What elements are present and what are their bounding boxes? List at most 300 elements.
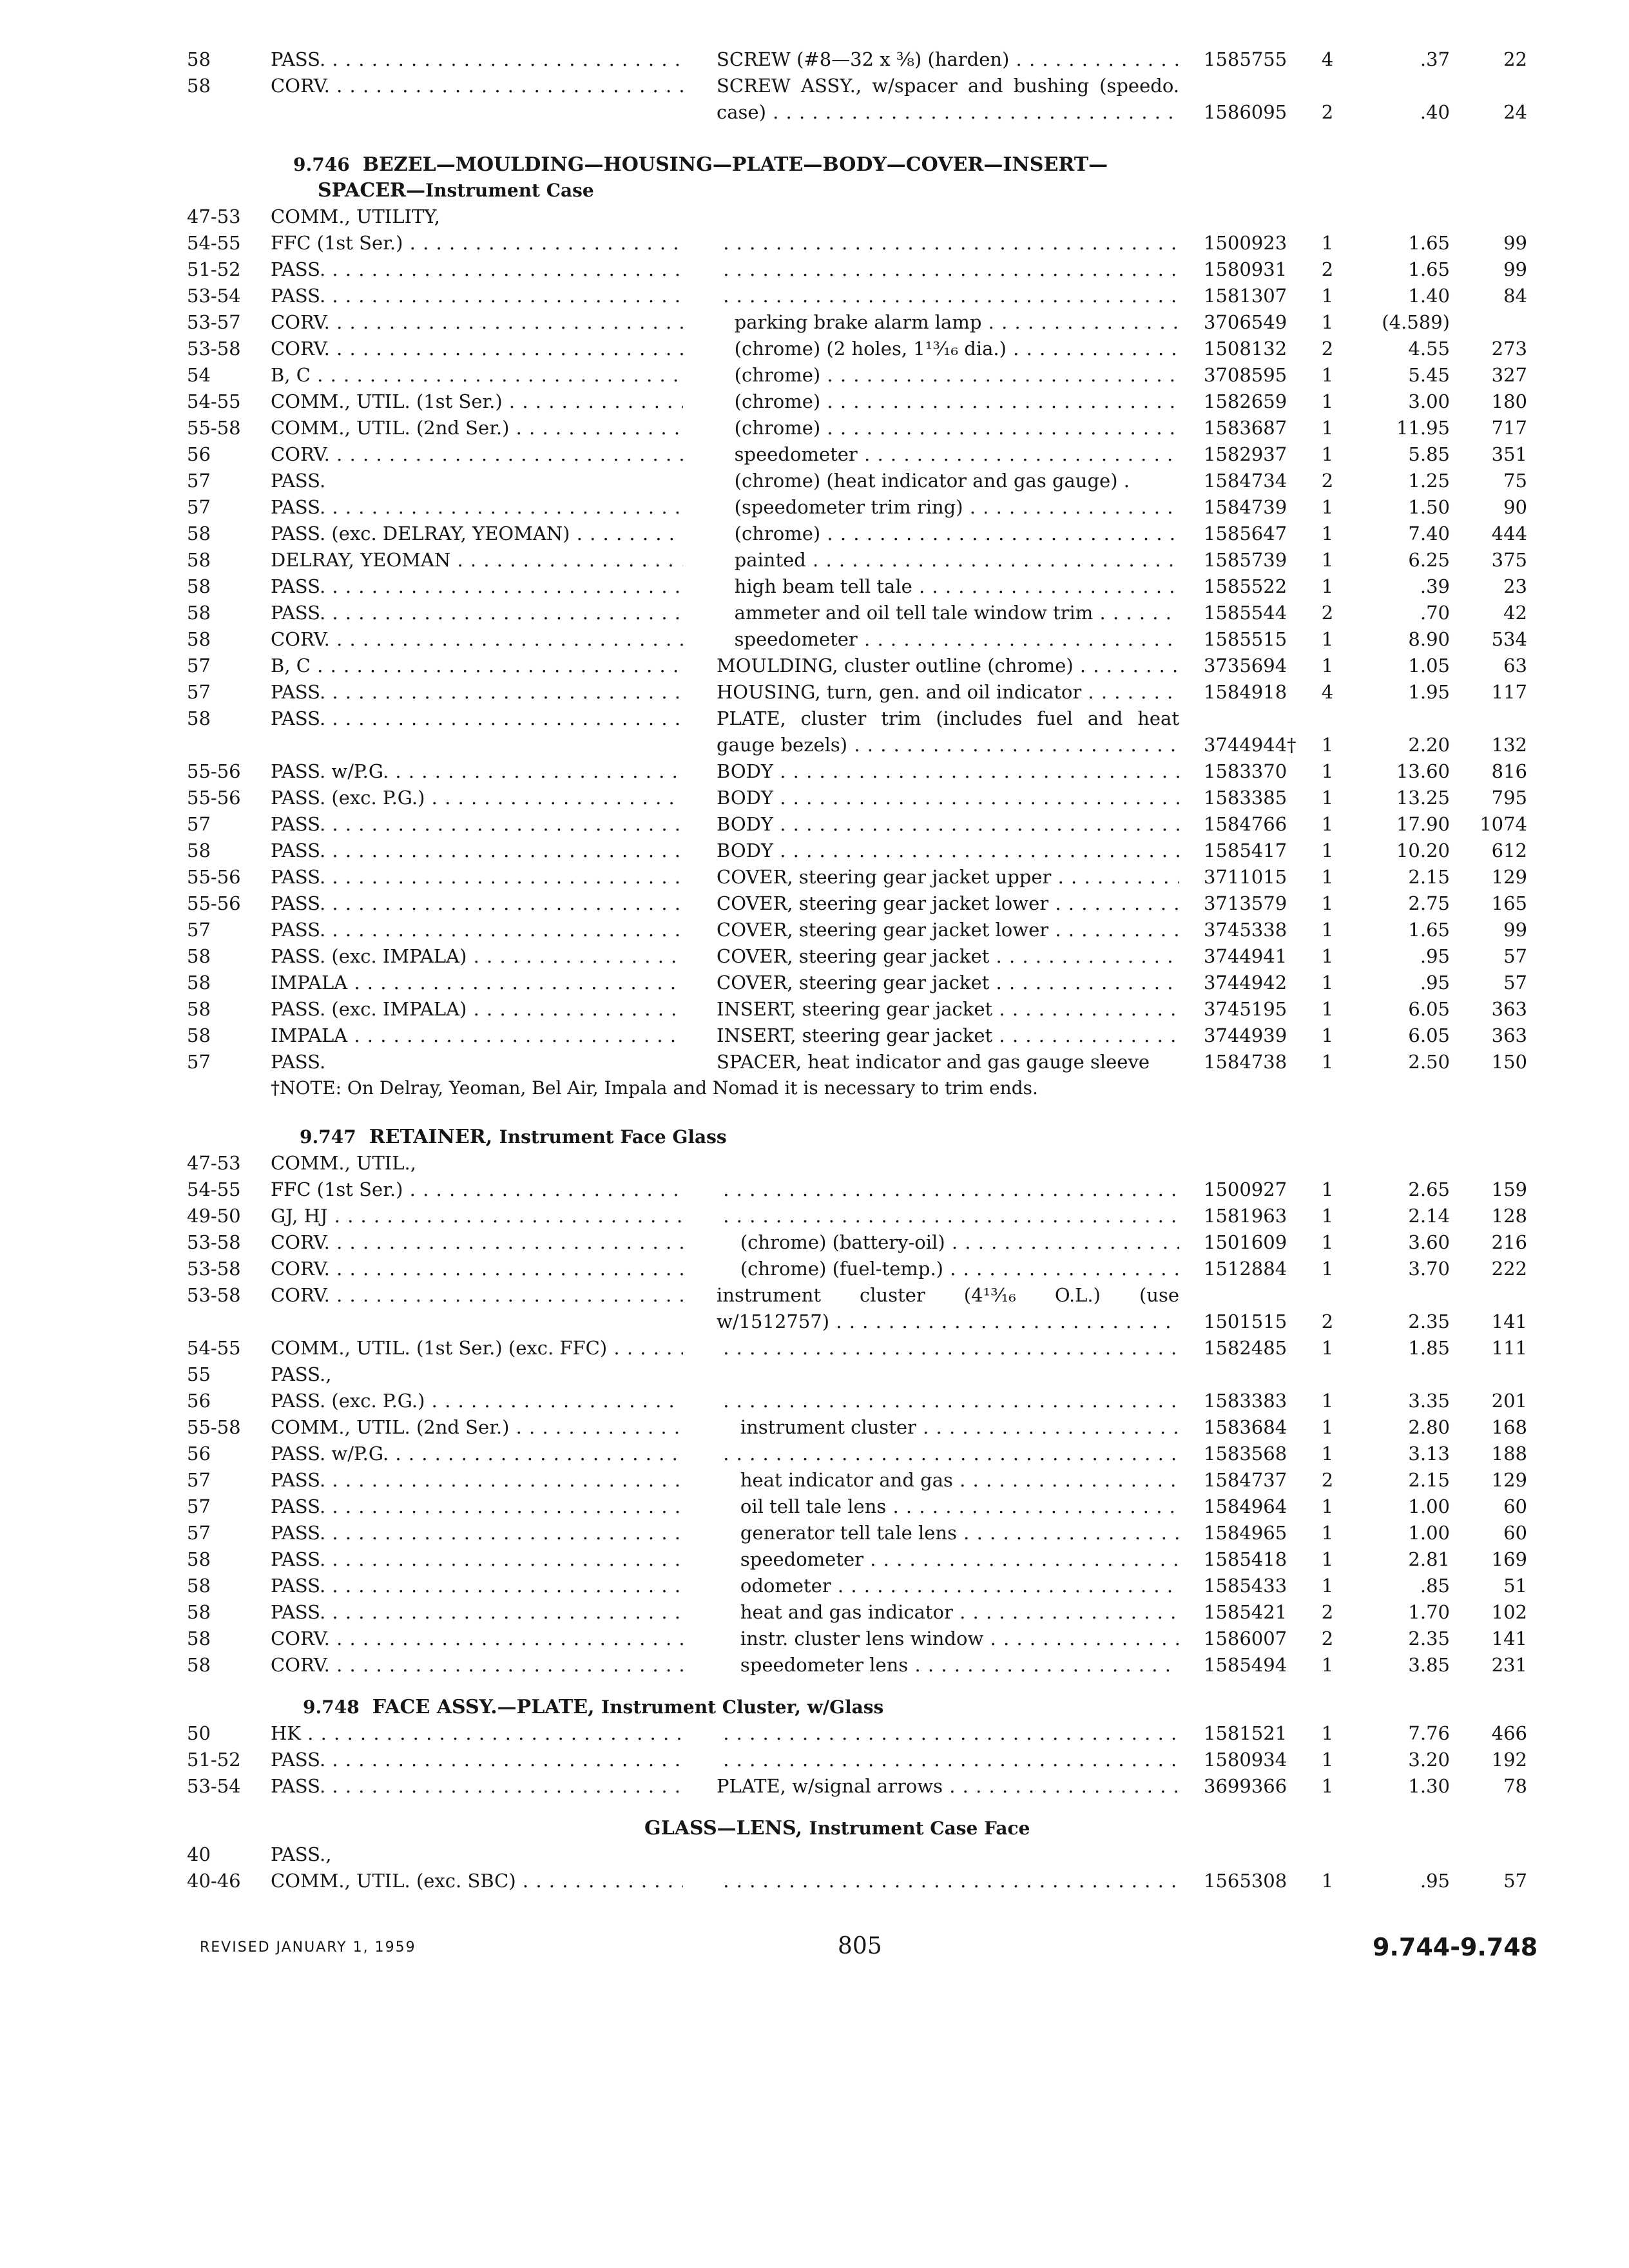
- table-row: [0, 1573, 1629, 1599]
- year-range: 54: [187, 364, 211, 386]
- price-code: 57: [1503, 972, 1527, 994]
- part-description: odometer . . .: [717, 1573, 1179, 1599]
- section-glass-lens: [0, 1816, 1629, 1894]
- quantity: 1: [1321, 787, 1334, 809]
- price-code: 128: [1491, 1205, 1527, 1227]
- list-price: 7.40: [1408, 523, 1450, 544]
- quantity: 2: [1321, 1628, 1334, 1649]
- quantity: 1: [1321, 1443, 1334, 1465]
- part-description: [717, 1282, 1179, 1335]
- model-name: PASS. . . .: [271, 494, 683, 521]
- part-description: SPACER, heat indicator and gas gauge sleeve: [717, 1051, 1150, 1073]
- part-number: 1585755: [1204, 48, 1287, 70]
- part-number: 1512884: [1204, 1258, 1287, 1280]
- section-title: FACE ASSY.—PLATE,: [372, 1696, 595, 1718]
- description-line2: case) . . .: [717, 99, 1179, 126]
- model-name: PASS. . . .: [271, 283, 683, 309]
- part-description: [717, 1388, 1179, 1414]
- table-row: [0, 679, 1629, 706]
- price-code: 216: [1491, 1231, 1527, 1253]
- part-number: 1508132: [1204, 338, 1287, 360]
- part-description: COVER, steering gear jacket . . .: [717, 943, 1179, 970]
- list-price: .95: [1420, 972, 1450, 994]
- price-code: 466: [1491, 1722, 1527, 1744]
- quantity: 1: [1321, 232, 1334, 254]
- list-price: 1.00: [1408, 1522, 1450, 1544]
- revised-date: REVISED JANUARY 1, 1959: [200, 1939, 416, 1956]
- model-name: PASS.: [271, 470, 326, 492]
- model-name: COMM., UTIL. (1st Ser.) . . .: [271, 389, 683, 415]
- model-name: CORV. . . .: [271, 1652, 683, 1678]
- list-price: 1.85: [1408, 1337, 1450, 1359]
- table-row: [0, 1282, 1629, 1335]
- part-number: 1580931: [1204, 258, 1287, 280]
- model-name: CORV. . . .: [271, 336, 683, 362]
- price-code: 132: [1491, 734, 1527, 756]
- price-code: 141: [1491, 1311, 1527, 1332]
- year-range: 58: [187, 523, 211, 544]
- quantity: 1: [1321, 1051, 1334, 1073]
- model-name: PASS. . . .: [271, 1599, 683, 1626]
- year-range: 58: [187, 1628, 211, 1649]
- part-description: (chrome) (battery-oil) . . .: [717, 1229, 1179, 1256]
- price-code: 23: [1503, 575, 1527, 597]
- price-code: 57: [1503, 945, 1527, 967]
- part-description: (chrome) . . .: [717, 521, 1179, 547]
- year-range: 55: [187, 1363, 211, 1385]
- year-range: 56: [187, 1390, 211, 1412]
- quantity: 1: [1321, 840, 1334, 861]
- model-name: B, C . . .: [271, 362, 683, 389]
- list-price: 2.15: [1408, 1469, 1450, 1491]
- part-number: 1585739: [1204, 549, 1287, 571]
- list-price: 3.20: [1408, 1749, 1450, 1771]
- list-price: .39: [1420, 575, 1450, 597]
- table-row: [0, 706, 1629, 758]
- price-code: 99: [1503, 258, 1527, 280]
- price-code: 99: [1503, 919, 1527, 941]
- part-description: [717, 1203, 1179, 1229]
- section-subtitle: Instrument Cluster, w/Glass: [601, 1696, 884, 1718]
- quantity: 1: [1321, 998, 1334, 1020]
- quantity: 1: [1321, 655, 1334, 677]
- part-description: [717, 1441, 1179, 1467]
- part-description: (chrome) (fuel-temp.) . . .: [717, 1256, 1179, 1282]
- table-row: [0, 494, 1629, 521]
- model-name: PASS. (exc. IMPALA) . . .: [271, 943, 683, 970]
- year-range: 58: [187, 840, 211, 861]
- part-description: speedometer lens . . .: [717, 1652, 1179, 1678]
- table-row: [0, 1256, 1629, 1282]
- model-name: PASS. (exc. P.G.) . . .: [271, 785, 683, 811]
- model-name: CORV. . . .: [271, 1256, 683, 1282]
- list-price: 2.50: [1408, 1051, 1450, 1073]
- continued-rows: [0, 46, 1629, 126]
- price-code: 165: [1491, 892, 1527, 914]
- part-number: 3745338: [1204, 919, 1287, 941]
- part-description: generator tell tale lens . . .: [717, 1520, 1179, 1546]
- section-number: 9.748: [303, 1696, 360, 1718]
- year-range: 55-56: [187, 760, 241, 782]
- price-code: 129: [1491, 1469, 1527, 1491]
- quantity: 1: [1321, 1495, 1334, 1517]
- part-description: (chrome) . . .: [717, 415, 1179, 441]
- part-number: 3744941: [1204, 945, 1287, 967]
- price-code: 42: [1503, 602, 1527, 624]
- list-price: 2.75: [1408, 892, 1450, 914]
- part-number: 1501609: [1204, 1231, 1287, 1253]
- price-code: 159: [1491, 1178, 1527, 1200]
- quantity: 1: [1321, 1654, 1334, 1676]
- model-name: PASS. . . .: [271, 573, 683, 600]
- part-number: 1500923: [1204, 232, 1287, 254]
- table-row: [0, 1177, 1629, 1203]
- part-number: 1586095: [1204, 101, 1287, 123]
- quantity: 2: [1321, 1311, 1334, 1332]
- year-range: 57: [187, 1051, 211, 1073]
- part-description: [717, 256, 1179, 283]
- section-9-746-title: [293, 152, 1629, 178]
- table-row: [0, 785, 1629, 811]
- section-subtitle: Instrument Case: [425, 180, 594, 201]
- price-code: 129: [1491, 866, 1527, 888]
- part-number: 1581963: [1204, 1205, 1287, 1227]
- list-price: 7.76: [1408, 1722, 1450, 1744]
- quantity: 1: [1321, 1548, 1334, 1570]
- part-number: 1585647: [1204, 523, 1287, 544]
- part-description: speedometer . . .: [717, 441, 1179, 468]
- table-row: [0, 1414, 1629, 1441]
- year-range: 57: [187, 919, 211, 941]
- model-name: PASS. . . .: [271, 838, 683, 864]
- list-price: 1.05: [1408, 655, 1450, 677]
- table-row: [0, 1494, 1629, 1520]
- model-name: COMM., UTIL. (exc. SBC) . . .: [271, 1868, 683, 1894]
- model-name: COMM., UTIL. (1st Ser.) (exc. FFC) . . .: [271, 1335, 683, 1361]
- part-description: (chrome) . . .: [717, 389, 1179, 415]
- list-price: 1.70: [1408, 1601, 1450, 1623]
- quantity: 1: [1321, 523, 1334, 544]
- table-row: [0, 389, 1629, 415]
- table-row: [0, 1520, 1629, 1546]
- quantity: 4: [1321, 681, 1334, 703]
- quantity: 1: [1321, 417, 1334, 439]
- model-name: DELRAY, YEOMAN . . .: [271, 547, 683, 573]
- part-description: speedometer . . .: [717, 1546, 1179, 1573]
- price-code: 24: [1503, 101, 1527, 123]
- section-title: GLASS—LENS,: [644, 1817, 803, 1840]
- part-number: 1584964: [1204, 1495, 1287, 1517]
- price-code: 63: [1503, 655, 1527, 677]
- year-range: 58: [187, 1575, 211, 1597]
- description-line1: instrument cluster (4¹³⁄₁₆ O.L.) (use: [717, 1284, 1179, 1306]
- quantity: 1: [1321, 285, 1334, 307]
- quantity: 1: [1321, 1258, 1334, 1280]
- part-description: [717, 230, 1179, 256]
- price-code: 150: [1491, 1051, 1527, 1073]
- part-number: 1585515: [1204, 628, 1287, 650]
- year-range: 53-58: [187, 1231, 241, 1253]
- list-price: 1.50: [1408, 496, 1450, 518]
- part-number: 3735694: [1204, 655, 1287, 677]
- year-range: 54-55: [187, 390, 241, 412]
- price-code: 111: [1491, 1337, 1527, 1359]
- table-row: [0, 1023, 1629, 1049]
- model-name: GJ, HJ . . .: [271, 1203, 683, 1229]
- year-range: 47-53: [187, 206, 241, 227]
- description-line1: PLATE, cluster trim (includes fuel and heat: [717, 707, 1179, 729]
- model-name: PASS. . . .: [271, 256, 683, 283]
- year-range: 58: [187, 628, 211, 650]
- model-name: COMM., UTIL.,: [271, 1152, 416, 1174]
- quantity: 2: [1321, 1469, 1334, 1491]
- model-name: PASS. . . .: [271, 1494, 683, 1520]
- part-description: SCREW (#8—32 x ⅜) (harden) . . .: [717, 46, 1179, 73]
- year-range: 40-46: [187, 1870, 241, 1892]
- part-description: ammeter and oil tell tale window trim . . .: [717, 600, 1179, 626]
- table-row: [0, 283, 1629, 309]
- list-price: 2.65: [1408, 1178, 1450, 1200]
- quantity: 1: [1321, 1024, 1334, 1046]
- model-name: PASS. . . .: [271, 679, 683, 706]
- part-description: [717, 1177, 1179, 1203]
- price-code: 169: [1491, 1548, 1527, 1570]
- price-code: 1074: [1480, 813, 1527, 835]
- model-name: PASS. . . .: [271, 1467, 683, 1494]
- year-range: 47-53: [187, 1152, 241, 1174]
- quantity: 1: [1321, 496, 1334, 518]
- section-9-746-title-line2: [318, 178, 1629, 204]
- model-name: PASS. w/P.G. . . .: [271, 1441, 683, 1467]
- price-code: 168: [1491, 1416, 1527, 1438]
- part-number: 1585417: [1204, 840, 1287, 861]
- price-code: 795: [1491, 787, 1527, 809]
- price-code: 90: [1503, 496, 1527, 518]
- table-row: [0, 1868, 1629, 1894]
- year-range: 53-54: [187, 1775, 241, 1797]
- model-name: COMM., UTIL. (2nd Ser.) . . .: [271, 1414, 683, 1441]
- part-number: 1583383: [1204, 1390, 1287, 1412]
- list-price: .95: [1420, 1870, 1450, 1892]
- year-range: 58: [187, 1024, 211, 1046]
- list-price: 1.65: [1408, 919, 1450, 941]
- part-number: 1584739: [1204, 496, 1287, 518]
- list-price: 6.05: [1408, 1024, 1450, 1046]
- list-price: 1.30: [1408, 1775, 1450, 1797]
- price-code: 351: [1491, 443, 1527, 465]
- part-description: BODY . . .: [717, 838, 1179, 864]
- list-price: 1.65: [1408, 258, 1450, 280]
- model-name: PASS. . . .: [271, 1773, 683, 1800]
- year-range: 57: [187, 1522, 211, 1544]
- table-row: [0, 547, 1629, 573]
- price-code: 327: [1491, 364, 1527, 386]
- quantity: 1: [1321, 734, 1334, 756]
- quantity: 1: [1321, 575, 1334, 597]
- table-row: [0, 864, 1629, 890]
- quantity: 1: [1321, 1231, 1334, 1253]
- section-9-748-title: [303, 1695, 1629, 1720]
- table-row: [0, 415, 1629, 441]
- part-number: 1586007: [1204, 1628, 1287, 1649]
- model-name: CORV. . . .: [271, 73, 683, 99]
- year-range: 58: [187, 1601, 211, 1623]
- list-price: 1.65: [1408, 232, 1450, 254]
- list-price: 4.55: [1408, 338, 1450, 360]
- table-row: [0, 256, 1629, 283]
- quantity: 1: [1321, 1416, 1334, 1438]
- quantity: 1: [1321, 311, 1334, 333]
- part-description: [717, 73, 1179, 126]
- part-description: (chrome) (heat indicator and gas gauge) .: [717, 470, 1130, 492]
- part-description: instr. cluster lens window . . .: [717, 1626, 1179, 1652]
- model-name: PASS. . . .: [271, 917, 683, 943]
- quantity: 4: [1321, 48, 1334, 70]
- table-row: [0, 811, 1629, 838]
- table-row: [0, 1652, 1629, 1678]
- quantity: 1: [1321, 1575, 1334, 1597]
- price-code: 117: [1491, 681, 1527, 703]
- part-number: 1584738: [1204, 1051, 1287, 1073]
- table-row: [0, 996, 1629, 1023]
- part-description: COVER, steering gear jacket lower . . .: [717, 917, 1179, 943]
- year-range: 53-58: [187, 1284, 241, 1306]
- section-9-746-rows: [0, 204, 1629, 1075]
- year-range: 55-56: [187, 866, 241, 888]
- list-price: 1.00: [1408, 1495, 1450, 1517]
- description-line2: w/1512757) . . .: [717, 1309, 1179, 1335]
- list-price: 11.95: [1396, 417, 1450, 439]
- part-description: [717, 283, 1179, 309]
- part-description: COVER, steering gear jacket lower . . .: [717, 890, 1179, 917]
- model-name: PASS. (exc. IMPALA) . . .: [271, 996, 683, 1023]
- price-code: 363: [1491, 998, 1527, 1020]
- table-row: [0, 1546, 1629, 1573]
- table-row: [0, 838, 1629, 864]
- list-price: 10.20: [1396, 840, 1450, 861]
- section-title-line1: BEZEL—MOULDING—HOUSING—PLATE—BODY—COVER—INSERT—: [362, 153, 1108, 176]
- list-price: 2.15: [1408, 866, 1450, 888]
- part-description: MOULDING, cluster outline (chrome) . . .: [717, 653, 1179, 679]
- year-range: 53-58: [187, 1258, 241, 1280]
- part-description: heat and gas indicator . . .: [717, 1599, 1179, 1626]
- list-price: 2.81: [1408, 1548, 1450, 1570]
- table-row: [0, 73, 1629, 126]
- year-range: 58: [187, 75, 211, 97]
- part-description: instrument cluster . . .: [717, 1414, 1179, 1441]
- model-name: COMM., UTILITY,: [271, 206, 440, 227]
- section-number: 9.747: [300, 1126, 356, 1148]
- description-line1: SCREW ASSY., w/spacer and bushing (speedo.: [717, 75, 1179, 97]
- model-name: CORV. . . .: [271, 309, 683, 336]
- quantity: 1: [1321, 390, 1334, 412]
- table-row: [0, 1441, 1629, 1467]
- table-row: [0, 890, 1629, 917]
- table-row: [0, 468, 1629, 494]
- quantity: 1: [1321, 364, 1334, 386]
- year-range: 58: [187, 1548, 211, 1570]
- price-code: 375: [1491, 549, 1527, 571]
- section-number: 9.746: [293, 154, 350, 175]
- section-9-747-rows: [0, 1150, 1629, 1678]
- list-price: 3.85: [1408, 1654, 1450, 1676]
- list-price: 3.00: [1408, 390, 1450, 412]
- list-price: 13.60: [1396, 760, 1450, 782]
- table-row: [0, 309, 1629, 336]
- model-name: PASS. . . .: [271, 1747, 683, 1773]
- part-description: oil tell tale lens . . .: [717, 1494, 1179, 1520]
- year-range: 55-58: [187, 1416, 241, 1438]
- year-range: 58: [187, 549, 211, 571]
- price-code: 60: [1503, 1522, 1527, 1544]
- part-description: [717, 1868, 1179, 1894]
- year-range: 50: [187, 1722, 211, 1744]
- section-9-748: [0, 1695, 1629, 1800]
- model-name: CORV. . . .: [271, 1626, 683, 1652]
- price-code: 534: [1491, 628, 1527, 650]
- model-name: CORV. . . .: [271, 1229, 683, 1256]
- part-description: [717, 1720, 1179, 1747]
- year-range: 57: [187, 470, 211, 492]
- part-number: 1581521: [1204, 1722, 1287, 1744]
- quantity: 2: [1321, 1601, 1334, 1623]
- part-number: 1501515: [1204, 1311, 1287, 1332]
- part-number: 1584918: [1204, 681, 1287, 703]
- part-number: 1585494: [1204, 1654, 1287, 1676]
- model-name: FFC (1st Ser.) . . .: [271, 230, 683, 256]
- part-number: 1565308: [1204, 1870, 1287, 1892]
- quantity: 1: [1321, 972, 1334, 994]
- table-row: [0, 1599, 1629, 1626]
- table-row: [0, 1841, 1629, 1868]
- list-price: .95: [1420, 945, 1450, 967]
- price-code: 99: [1503, 232, 1527, 254]
- model-name: PASS. . . .: [271, 1546, 683, 1573]
- part-number: 1585433: [1204, 1575, 1287, 1597]
- list-price: (4.589): [1382, 311, 1450, 333]
- table-row: [0, 1467, 1629, 1494]
- year-range: 57: [187, 496, 211, 518]
- year-range: 55-58: [187, 417, 241, 439]
- part-number: 1583684: [1204, 1416, 1287, 1438]
- year-range: 58: [187, 575, 211, 597]
- list-price: 2.80: [1408, 1416, 1450, 1438]
- table-row: [0, 1747, 1629, 1773]
- model-name: PASS. (exc. DELRAY, YEOMAN) . . .: [271, 521, 683, 547]
- part-number: 3711015: [1204, 866, 1287, 888]
- price-code: 141: [1491, 1628, 1527, 1649]
- quantity: 1: [1321, 892, 1334, 914]
- year-range: 58: [187, 1654, 211, 1676]
- section-title: RETAINER,: [369, 1126, 493, 1148]
- model-name: FFC (1st Ser.) . . .: [271, 1177, 683, 1203]
- year-range: 53-57: [187, 311, 241, 333]
- model-name: PASS. . . .: [271, 1573, 683, 1599]
- price-code: 22: [1503, 48, 1527, 70]
- model-name: PASS. . . .: [271, 811, 683, 838]
- list-price: 3.35: [1408, 1390, 1450, 1412]
- table-row: [0, 970, 1629, 996]
- table-row: [0, 441, 1629, 468]
- part-number: 1582659: [1204, 390, 1287, 412]
- part-number: 3713579: [1204, 892, 1287, 914]
- part-description: speedometer . . .: [717, 626, 1179, 653]
- price-code: 75: [1503, 470, 1527, 492]
- footnote: †NOTE: On Delray, Yeoman, Bel Air, Impala and Nomad it is necessary to trim ends.: [271, 1077, 1038, 1099]
- table-row: [0, 917, 1629, 943]
- quantity: 1: [1321, 1337, 1334, 1359]
- part-number: 1584737: [1204, 1469, 1287, 1491]
